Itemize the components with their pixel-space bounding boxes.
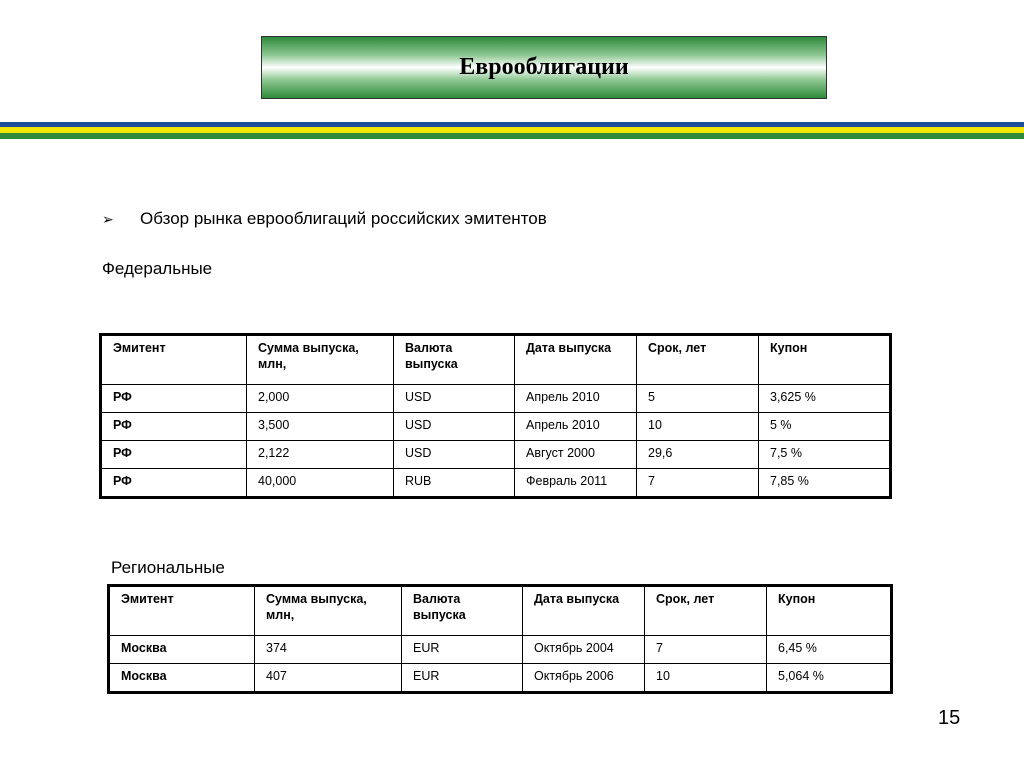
table-cell: USD [394,413,515,441]
federal-table [99,333,892,499]
table-cell: 7 [637,469,759,498]
table-row [101,385,891,413]
stripe-green [0,133,1024,139]
table-header-row [109,586,892,636]
table-cell: 40,000 [247,469,394,498]
regional-label: Региональные [111,558,225,577]
header-cell: Купон [759,335,891,385]
header-cell: Срок, лет [637,335,759,385]
table-cell: 5 % [759,413,891,441]
header-cell: Эмитент [101,335,247,385]
issuer-cell: РФ [101,441,247,469]
issuer-cell: РФ [101,385,247,413]
table-cell: Октябрь 2006 [523,664,645,693]
table-cell: Апрель 2010 [515,413,637,441]
table-cell: EUR [402,664,523,693]
header-cell: Срок, лет [645,586,767,636]
table-cell: 29,6 [637,441,759,469]
table-cell: 2,122 [247,441,394,469]
table-cell: Апрель 2010 [515,385,637,413]
table-row [101,413,891,441]
table-row [101,469,891,498]
table-cell: 10 [637,413,759,441]
table-cell: 2,000 [247,385,394,413]
arrow-bullet-icon: ➢ [102,210,114,227]
header-cell: Купон [767,586,892,636]
table-cell: RUB [394,469,515,498]
issuer-cell: РФ [101,469,247,498]
table-row [109,636,892,664]
table-header-row [101,335,891,385]
table-cell: Август 2000 [515,441,637,469]
table-cell: 7 [645,636,767,664]
table-cell: 407 [255,664,402,693]
table-cell: USD [394,385,515,413]
table-row [109,664,892,693]
federal-label: Федеральные [102,259,213,278]
table-cell: USD [394,441,515,469]
header-cell: Сумма выпуска, млн, [255,586,402,636]
table-cell: Октябрь 2004 [523,636,645,664]
table-cell: 374 [255,636,402,664]
table-cell: Февраль 2011 [515,469,637,498]
slide-title-box [261,36,827,99]
table-cell: EUR [402,636,523,664]
header-cell: Дата выпуска [515,335,637,385]
issuer-cell: Москва [109,664,255,693]
table-cell: 3,625 % [759,385,891,413]
regional-table [107,584,893,694]
table-cell: 3,500 [247,413,394,441]
header-cell: Валюта выпуска [394,335,515,385]
header-cell: Эмитент [109,586,255,636]
header-cell: Валюта выпуска [402,586,523,636]
table-row [101,441,891,469]
header-cell: Сумма выпуска, млн, [247,335,394,385]
slide-title: Еврооблигации [459,54,629,80]
bullet-point [102,209,547,229]
bullet-text: Обзор рынка еврооблигаций российских эмитентов [140,209,547,228]
issuer-cell: Москва [109,636,255,664]
header-cell: Дата выпуска [523,586,645,636]
table-cell: 7,85 % [759,469,891,498]
table-cell: 10 [645,664,767,693]
table-cell: 5,064 % [767,664,892,693]
issuer-cell: РФ [101,413,247,441]
table-cell: 6,45 % [767,636,892,664]
page-number: 15 [938,707,961,729]
table-cell: 7,5 % [759,441,891,469]
table-cell: 5 [637,385,759,413]
